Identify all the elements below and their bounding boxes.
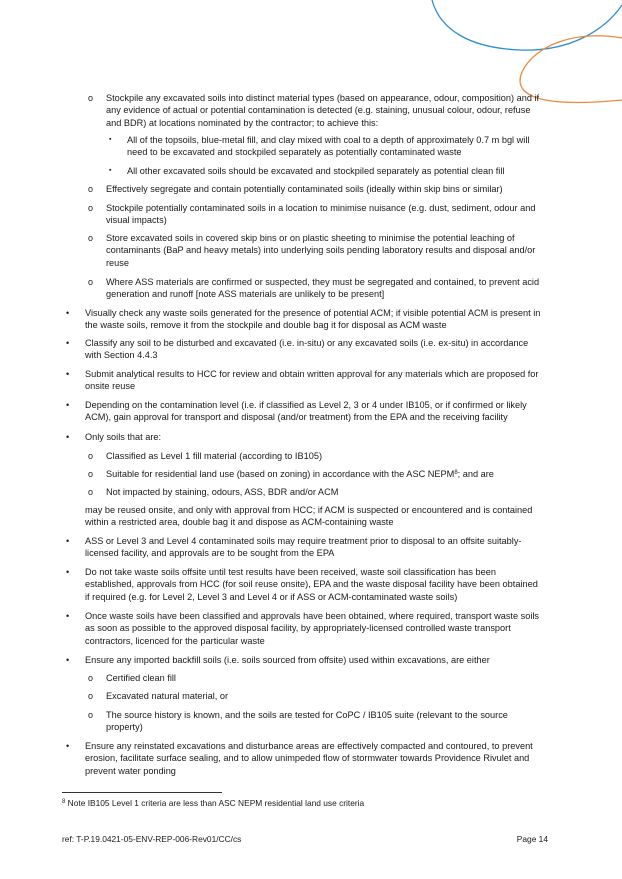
list-item-text xyxy=(106,468,494,480)
bullet-marker: o xyxy=(88,184,94,194)
text-line: Do not take waste soils offsite until test results have been received, waste soil classification has been xyxy=(85,567,496,577)
list-item-text xyxy=(106,232,535,269)
list-item-text xyxy=(106,92,539,129)
text-line: licensed facility, and approvals are to be sought from the EPA xyxy=(85,548,335,559)
text-line: the waste soils, remove it from the stockpile and double bag it for disposal as ACM waste xyxy=(85,320,447,331)
bullet-marker: • xyxy=(66,432,70,442)
list-item-text xyxy=(85,535,521,560)
text-line: Stockpile potentially contaminated soils in a location to minimise nuisance (e.g. dust, sediment, odour and xyxy=(106,203,536,213)
text-line: Effectively segregate and contain potentially contaminated soils (ideally within skip bins or similar) xyxy=(106,184,503,194)
text-line: Suitable for residential land use (based on zoning) in accordance with the ASC NEPM xyxy=(106,469,455,479)
list-item-text xyxy=(127,165,504,177)
text-line: may be reused onsite, and only with approval from HCC; if ACM is suspected or encountered and is contained xyxy=(85,505,533,515)
text-line: All of the topsoils, blue-metal fill, and clay mixed with coal to a depth of approximately 0.7 m bgl will xyxy=(127,135,530,145)
bullet-marker: • xyxy=(66,308,70,318)
text-line: if required (e.g. for Level 2, Level 3 and Level 4 or if ASS or ACM-contaminated waste soils) xyxy=(85,591,458,602)
bullet-marker: o xyxy=(88,691,94,701)
list-item-text xyxy=(127,134,529,159)
text-line: reuse xyxy=(106,257,129,268)
list-item-text xyxy=(106,672,176,684)
footnote-reference: 8 xyxy=(454,470,458,476)
text-line: within a restricted area, double bag it and dispose as ACM-containing waste xyxy=(85,517,394,528)
list-item-text xyxy=(85,337,528,362)
text-line: Stockpile any excavated soils into distinct material types (based on appearance, odour, composition) and if xyxy=(106,93,540,103)
text-line: visual impacts) xyxy=(106,215,167,226)
bullet-marker: o xyxy=(88,487,94,497)
text-line: ; and are xyxy=(457,469,494,479)
text-line: established, approvals from HCC (for soil reuse onsite), EPA and the waste disposal facility have been obtained xyxy=(85,579,538,590)
list-item-text xyxy=(85,399,527,424)
text-line: as soon as possible to the approved disposal facility, by appropriately-licensed controlled waste transport xyxy=(85,623,511,634)
text-line: Visually check any waste soils generated for the presence of potential ACM; if visible potential ACM is present in xyxy=(85,308,541,318)
text-line: contaminants (BaP and heavy metals) into underlying soils pending laboratory results and disposal and/or xyxy=(106,245,536,256)
list-item-text xyxy=(85,740,533,777)
text-line: Ensure any reinstated excavations and disturbance areas are effectively compacted and contoured, to prevent xyxy=(85,741,533,751)
list-item-text xyxy=(85,654,490,666)
bullet-marker: o xyxy=(88,203,94,213)
bullet-marker: ▪ xyxy=(109,167,112,174)
text-line: need to be excavated and stockpiled separately as potentially contaminated waste xyxy=(127,147,462,158)
bullet-marker: o xyxy=(88,451,94,461)
bullet-marker: o xyxy=(88,710,94,720)
list-item-text xyxy=(85,504,532,529)
bullet-marker: • xyxy=(66,655,70,665)
text-line: contractors, licenced for the particular waste xyxy=(85,635,265,646)
bullet-marker: • xyxy=(66,536,70,546)
footnote xyxy=(62,797,364,809)
bullet-marker: o xyxy=(88,93,94,103)
text-line: Classified as Level 1 fill material (according to IB105) xyxy=(106,451,323,461)
bullet-marker: o xyxy=(88,673,94,683)
text-line: Certified clean fill xyxy=(106,673,176,683)
bullet-marker: • xyxy=(66,400,70,410)
bullet-marker: • xyxy=(66,338,70,348)
list-item-text xyxy=(85,566,538,603)
text-line: generation and runoff [note ASS materials are unlikely to be present] xyxy=(106,289,385,300)
page-number: Page 14 xyxy=(516,834,548,844)
text-line: All other excavated soils should be excavated and stockpiled separately as potential clean fill xyxy=(127,166,505,176)
text-line: erosion, facilitate surface sealing, and to allow unimpeded flow of stormwater towards Providence Rivulet and xyxy=(85,753,530,764)
footer-reference: ref: T-P.19.0421-05-ENV-REP-006-Rev01/CC/cs xyxy=(62,834,242,844)
text-line: Excavated natural material, or xyxy=(106,691,229,701)
footnote-number: 8 xyxy=(62,799,66,805)
bullet-marker: o xyxy=(88,233,94,243)
text-line: and BDR) at locations nominated by the contractor; to achieve this: xyxy=(106,117,379,128)
text-line: Once waste soils have been classified and approvals have been obtained, where required, transport waste soils xyxy=(85,611,540,621)
bullet-marker: ▪ xyxy=(109,136,112,143)
text-line: property) xyxy=(106,722,143,733)
text-line: with Section 4.4.3 xyxy=(85,350,158,361)
list-item-text xyxy=(85,307,540,332)
list-item-text xyxy=(106,276,539,301)
footnote-text: Note IB105 Level 1 criteria are less than ASC NEPM residential land use criteria xyxy=(67,798,365,808)
list-item-text xyxy=(106,202,536,227)
bullet-marker: o xyxy=(88,277,94,287)
bullet-marker: o xyxy=(88,469,94,479)
list-item-text xyxy=(106,486,338,498)
text-line: Classify any soil to be disturbed and excavated (i.e. in-situ) or any excavated soils (i.e. ex-situ) in accordance xyxy=(85,338,529,348)
bullet-marker: • xyxy=(66,741,70,751)
list-item-text xyxy=(85,368,538,393)
list-item-text xyxy=(106,690,228,702)
blue-arc xyxy=(432,0,622,50)
text-line: ASS or Level 3 and Level 4 contaminated soils may require treatment prior to disposal to an offsite suitably- xyxy=(85,536,522,546)
list-item-text xyxy=(85,610,539,647)
bullet-marker: • xyxy=(66,567,70,577)
text-line: ACM), gain approval for transport and disposal (and/or treatment) from the EPA and the receiving facility xyxy=(85,412,508,423)
footnote-divider xyxy=(62,792,222,793)
text-line: Store excavated soils in covered skip bins or on plastic sheeting to minimise the potential leaching of xyxy=(106,233,515,243)
text-line: Ensure any imported backfill soils (i.e. soils sourced from offsite) used within excavations, are either xyxy=(85,655,490,665)
text-line: Not impacted by staining, odours, ASS, BDR and/or ACM xyxy=(106,487,339,497)
text-line: Depending on the contamination level (i.e. if classified as Level 2, 3 or 4 under IB105, or if confirmed or likely xyxy=(85,400,527,410)
list-item-text xyxy=(85,431,161,443)
text-line: Only soils that are: xyxy=(85,432,162,442)
bullet-marker: • xyxy=(66,369,70,379)
text-line: onsite reuse xyxy=(85,381,136,392)
text-line: Submit analytical results to HCC for review and obtain written approval for any materials which are proposed for xyxy=(85,369,539,379)
list-item-text xyxy=(106,183,503,195)
list-item-text xyxy=(106,709,508,734)
bullet-marker: • xyxy=(66,611,70,621)
text-line: The source history is known, and the soils are tested for CoPC / IB105 suite (relevant to the source xyxy=(106,710,508,720)
text-line: prevent water ponding xyxy=(85,765,176,776)
text-line: any evidence of actual or potential contamination is detected (e.g. staining, unusual colour, odour, refuse xyxy=(106,105,531,116)
text-line: Where ASS materials are confirmed or suspected, they must be segregated and contained, to prevent acid xyxy=(106,277,540,287)
list-item-text xyxy=(106,450,322,462)
